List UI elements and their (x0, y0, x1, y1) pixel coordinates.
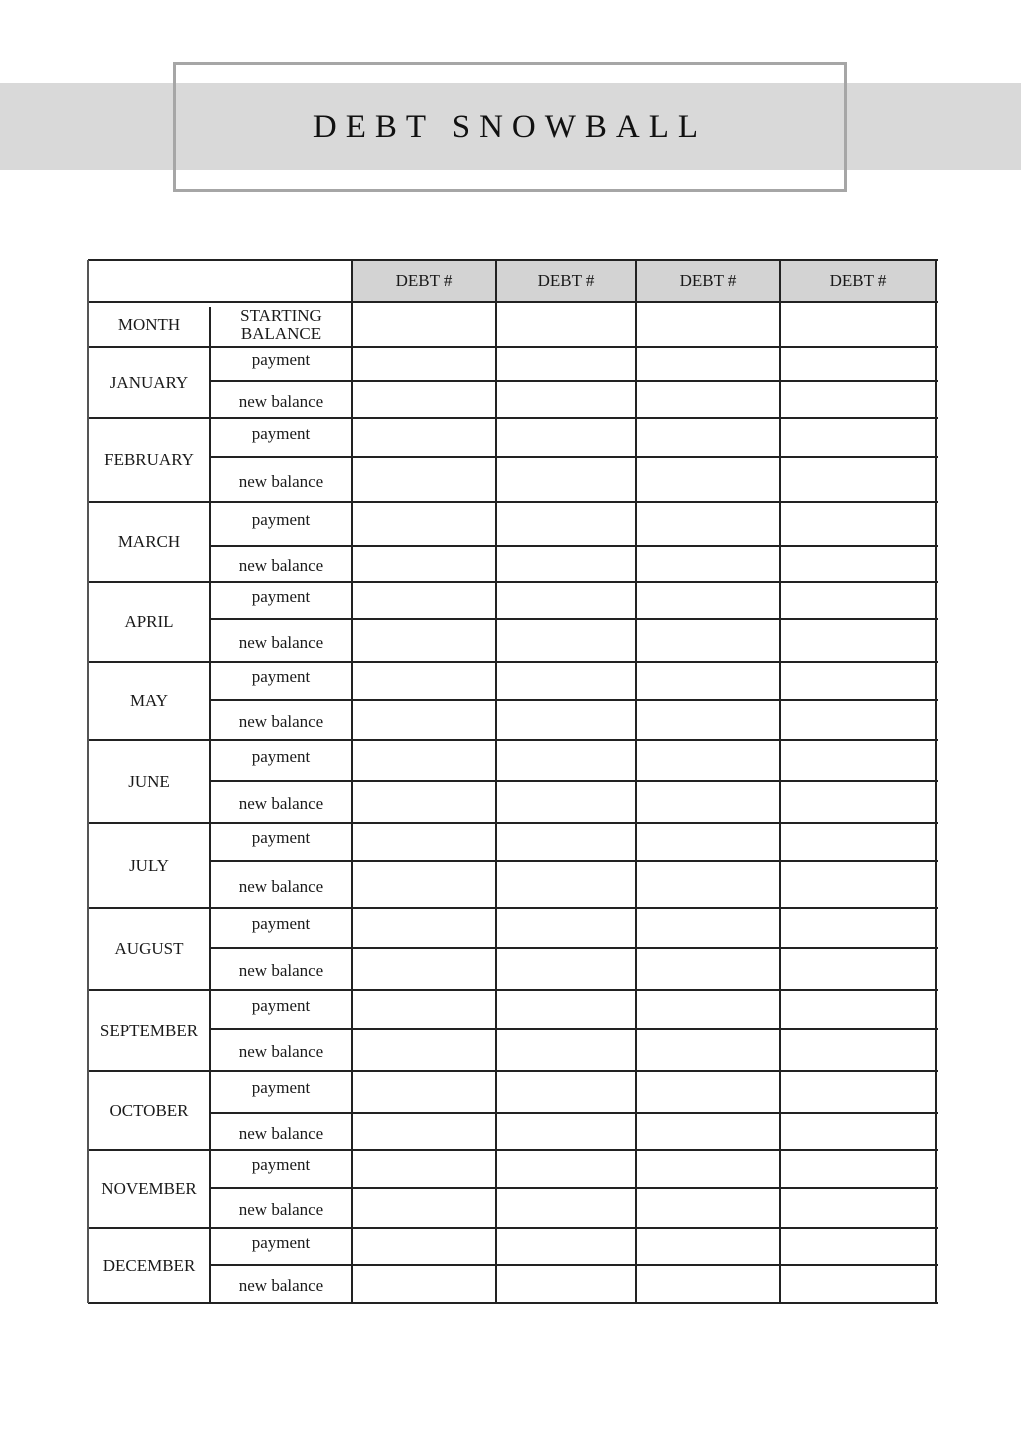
payment-label: payment (251, 828, 311, 847)
grid-line (88, 501, 938, 503)
new-balance-cell-debt-1[interactable] (352, 1113, 496, 1150)
new-balance-cell-debt-4[interactable] (780, 619, 936, 662)
payment-cell-debt-1[interactable] (352, 1071, 496, 1113)
new-balance-cell-debt-4[interactable] (780, 861, 936, 908)
payment-cell-debt-1[interactable] (352, 740, 496, 781)
new-balance-cell-debt-1[interactable] (352, 1029, 496, 1071)
grid-line (88, 346, 938, 348)
grid-line (210, 1187, 938, 1189)
payment-label: payment (251, 1232, 311, 1252)
new-balance-cell-debt-4[interactable] (780, 948, 936, 990)
new-balance-label: new balance (238, 1042, 324, 1061)
new-balance-cell-debt-3[interactable] (636, 948, 780, 990)
month-label: JANUARY (109, 372, 189, 392)
new-balance-cell-debt-3[interactable] (636, 381, 780, 418)
payment-cell-debt-4[interactable] (780, 662, 936, 700)
new-balance-cell-debt-2[interactable] (496, 781, 636, 823)
new-balance-cell-debt-3[interactable] (636, 1029, 780, 1071)
new-balance-cell-debt-3[interactable] (636, 700, 780, 740)
month-label: JULY (129, 855, 169, 875)
starting-balance-line2: BALANCE (240, 323, 322, 343)
payment-cell-debt-1[interactable] (352, 347, 496, 381)
month-label: DECEMBER (102, 1255, 196, 1275)
grid-line (495, 260, 497, 1303)
month-label: MAY (129, 691, 169, 710)
new-balance-cell-debt-1[interactable] (352, 1265, 496, 1303)
grid-line (88, 301, 938, 303)
payment-cell-debt-1[interactable] (352, 662, 496, 700)
new-balance-cell-debt-2[interactable] (496, 861, 636, 908)
grid-line (210, 1028, 938, 1030)
new-balance-label: new balance (238, 1276, 324, 1295)
grid-line (209, 307, 211, 1303)
grid-line (351, 260, 353, 1303)
new-balance-cell-debt-2[interactable] (496, 619, 636, 662)
month-label: NOVEMBER (101, 1179, 197, 1198)
starting-balance-cell-debt-4[interactable] (780, 302, 936, 347)
new-balance-cell-debt-1[interactable] (352, 700, 496, 740)
payment-cell-debt-2[interactable] (496, 418, 636, 457)
payment-cell-debt-1[interactable] (352, 418, 496, 457)
new-balance-cell-debt-3[interactable] (636, 1113, 780, 1150)
payment-cell-debt-3[interactable] (636, 347, 780, 381)
grid-line (210, 545, 938, 547)
grid-line (210, 618, 938, 620)
new-balance-label: new balance (238, 794, 324, 813)
payment-cell-debt-2[interactable] (496, 502, 636, 546)
payment-label: payment (251, 1078, 311, 1097)
new-balance-cell-debt-2[interactable] (496, 1029, 636, 1071)
payment-cell-debt-1[interactable] (352, 582, 496, 619)
new-balance-label: new balance (238, 632, 324, 652)
new-balance-cell-debt-3[interactable] (636, 781, 780, 823)
payment-cell-debt-1[interactable] (352, 502, 496, 546)
new-balance-cell-debt-1[interactable] (352, 1188, 496, 1228)
new-balance-cell-debt-4[interactable] (780, 1113, 936, 1150)
payment-cell-debt-4[interactable] (780, 1150, 936, 1188)
payment-label: payment (251, 423, 311, 443)
payment-cell-debt-3[interactable] (636, 502, 780, 546)
debt-header-4: DEBT # (829, 271, 887, 290)
payment-cell-debt-4[interactable] (780, 582, 936, 619)
new-balance-cell-debt-1[interactable] (352, 619, 496, 662)
new-balance-cell-debt-2[interactable] (496, 457, 636, 502)
payment-cell-debt-2[interactable] (496, 1071, 636, 1113)
new-balance-label: new balance (238, 471, 324, 491)
starting-balance-cell-debt-2[interactable] (496, 302, 636, 347)
payment-cell-debt-3[interactable] (636, 990, 780, 1029)
payment-cell-debt-3[interactable] (636, 582, 780, 619)
payment-cell-debt-2[interactable] (496, 990, 636, 1029)
debt-header-2: DEBT # (537, 271, 595, 290)
grid-line (88, 661, 938, 663)
new-balance-label: new balance (238, 1200, 324, 1219)
new-balance-cell-debt-2[interactable] (496, 546, 636, 582)
grid-line (88, 989, 938, 991)
new-balance-label: new balance (238, 961, 324, 980)
month-label: JUNE (128, 771, 170, 791)
payment-label: payment (251, 1155, 311, 1174)
payment-cell-debt-2[interactable] (496, 908, 636, 948)
payment-cell-debt-4[interactable] (780, 990, 936, 1029)
new-balance-cell-debt-4[interactable] (780, 781, 936, 823)
new-balance-cell-debt-3[interactable] (636, 1188, 780, 1228)
new-balance-cell-debt-3[interactable] (636, 861, 780, 908)
grid-line (88, 739, 938, 741)
payment-cell-debt-2[interactable] (496, 1150, 636, 1188)
payment-cell-debt-1[interactable] (352, 823, 496, 861)
new-balance-label: new balance (238, 391, 324, 411)
grid-line (88, 417, 938, 419)
new-balance-cell-debt-4[interactable] (780, 1029, 936, 1071)
grid-line (88, 259, 938, 261)
payment-label: payment (251, 510, 311, 529)
new-balance-cell-debt-2[interactable] (496, 381, 636, 418)
month-label: MARCH (117, 532, 181, 551)
new-balance-cell-debt-4[interactable] (780, 381, 936, 418)
payment-cell-debt-3[interactable] (636, 908, 780, 948)
payment-cell-debt-3[interactable] (636, 1150, 780, 1188)
grid-line (87, 260, 89, 1303)
new-balance-label: new balance (238, 556, 324, 575)
month-label: FEBRUARY (104, 450, 194, 469)
payment-cell-debt-2[interactable] (496, 582, 636, 619)
new-balance-cell-debt-2[interactable] (496, 1265, 636, 1303)
month-label: AUGUST (114, 939, 184, 958)
payment-cell-debt-3[interactable] (636, 740, 780, 781)
payment-label: payment (251, 350, 311, 369)
new-balance-cell-debt-1[interactable] (352, 381, 496, 418)
payment-cell-debt-4[interactable] (780, 823, 936, 861)
new-balance-label: new balance (238, 1123, 324, 1143)
new-balance-cell-debt-3[interactable] (636, 619, 780, 662)
payment-cell-debt-2[interactable] (496, 1228, 636, 1265)
payment-cell-debt-4[interactable] (780, 1071, 936, 1113)
grid-line (210, 699, 938, 701)
new-balance-label: new balance (238, 712, 324, 731)
new-balance-cell-debt-3[interactable] (636, 457, 780, 502)
month-label: OCTOBER (109, 1100, 189, 1120)
grid-line (88, 1227, 938, 1229)
new-balance-cell-debt-4[interactable] (780, 546, 936, 582)
grid-line (88, 1302, 938, 1304)
new-balance-cell-debt-2[interactable] (496, 1188, 636, 1228)
new-balance-cell-debt-1[interactable] (352, 546, 496, 582)
starting-balance-header (210, 302, 352, 347)
grid-line (88, 1070, 938, 1072)
payment-cell-debt-4[interactable] (780, 418, 936, 457)
debt-header-3: DEBT # (679, 271, 737, 290)
new-balance-cell-debt-3[interactable] (636, 546, 780, 582)
page-title: DEBT SNOWBALL (312, 108, 708, 145)
grid-line (210, 380, 938, 382)
new-balance-cell-debt-4[interactable] (780, 1265, 936, 1303)
grid-line (88, 907, 938, 909)
starting-balance-cell-debt-1[interactable] (352, 302, 496, 347)
payment-cell-debt-2[interactable] (496, 662, 636, 700)
new-balance-cell-debt-1[interactable] (352, 781, 496, 823)
month-label: APRIL (124, 612, 174, 631)
month-header: MONTH (117, 314, 181, 334)
new-balance-cell-debt-1[interactable] (352, 861, 496, 908)
grid-line (210, 860, 938, 862)
grid-line (210, 780, 938, 782)
payment-cell-debt-1[interactable] (352, 1228, 496, 1265)
payment-label: payment (251, 995, 311, 1015)
grid-line (779, 260, 781, 1303)
grid-line (210, 1112, 938, 1114)
new-balance-cell-debt-1[interactable] (352, 948, 496, 990)
payment-label: payment (251, 914, 311, 933)
payment-cell-debt-4[interactable] (780, 908, 936, 948)
grid-line (210, 456, 938, 458)
grid-line (88, 822, 938, 824)
payment-cell-debt-1[interactable] (352, 1150, 496, 1188)
payment-cell-debt-3[interactable] (636, 1071, 780, 1113)
payment-cell-debt-3[interactable] (636, 1228, 780, 1265)
payment-cell-debt-3[interactable] (636, 662, 780, 700)
new-balance-cell-debt-2[interactable] (496, 948, 636, 990)
starting-balance-cell-debt-3[interactable] (636, 302, 780, 347)
new-balance-label: new balance (238, 876, 324, 896)
payment-label: payment (251, 586, 311, 606)
new-balance-cell-debt-4[interactable] (780, 457, 936, 502)
payment-cell-debt-4[interactable] (780, 740, 936, 781)
payment-cell-debt-2[interactable] (496, 823, 636, 861)
payment-cell-debt-4[interactable] (780, 347, 936, 381)
new-balance-cell-debt-1[interactable] (352, 457, 496, 502)
new-balance-cell-debt-2[interactable] (496, 700, 636, 740)
new-balance-cell-debt-2[interactable] (496, 1113, 636, 1150)
payment-cell-debt-4[interactable] (780, 1228, 936, 1265)
grid-line (635, 260, 637, 1303)
payment-label: payment (251, 746, 311, 766)
payment-cell-debt-2[interactable] (496, 740, 636, 781)
debt-header-1: DEBT # (395, 271, 453, 290)
grid-line (88, 581, 938, 583)
month-label: SEPTEMBER (99, 1020, 199, 1040)
starting-balance-line1: STARTING (240, 305, 322, 325)
grid-line (88, 1149, 938, 1151)
payment-cell-debt-3[interactable] (636, 823, 780, 861)
grid-line (210, 1264, 938, 1266)
grid-line (210, 947, 938, 949)
payment-cell-debt-4[interactable] (780, 502, 936, 546)
payment-cell-debt-1[interactable] (352, 990, 496, 1029)
new-balance-cell-debt-3[interactable] (636, 1265, 780, 1303)
payment-cell-debt-3[interactable] (636, 418, 780, 457)
grid-line (935, 260, 937, 1303)
payment-label: payment (251, 667, 311, 686)
payment-cell-debt-1[interactable] (352, 908, 496, 948)
new-balance-cell-debt-4[interactable] (780, 1188, 936, 1228)
new-balance-cell-debt-4[interactable] (780, 700, 936, 740)
payment-cell-debt-2[interactable] (496, 347, 636, 381)
